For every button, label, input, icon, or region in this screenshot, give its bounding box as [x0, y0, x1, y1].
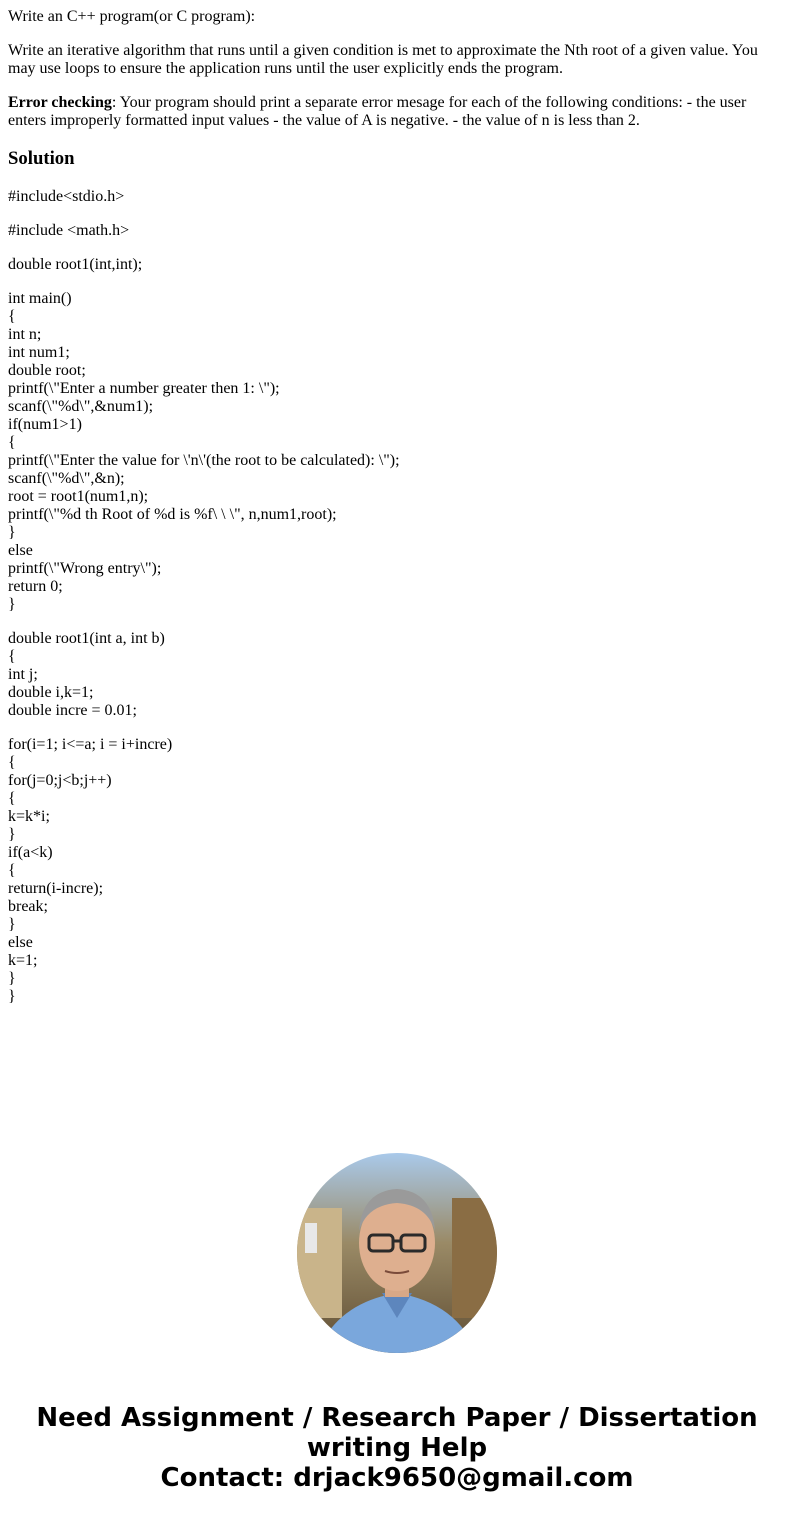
code-line: for(i=1; i<=a; i = i+incre) — [8, 736, 173, 753]
code-paragraph — [8, 188, 124, 206]
question-intro: Write an C++ program(or C program): — [8, 8, 256, 25]
footer-line-1: Need Assignment / Research Paper / Dissertation — [36, 1403, 758, 1433]
code-line: int j; — [8, 666, 38, 683]
code-line: root = root1(num1,n); — [8, 488, 149, 505]
code-line: } — [8, 524, 16, 541]
code-line: { — [8, 648, 16, 665]
code-line: double root1(int a, int b) — [8, 630, 165, 647]
code-line: } — [8, 916, 16, 933]
code-line: if(a<k) — [8, 844, 53, 861]
code-line: } — [8, 988, 16, 1005]
code-line: } — [8, 596, 16, 613]
code-line: double root1(int,int); — [8, 256, 143, 273]
code-line: return(i-incre); — [8, 880, 104, 897]
code-line: printf(\"Wrong entry\"); — [8, 560, 162, 577]
code-paragraph — [8, 222, 129, 240]
footer-banner — [0, 1403, 794, 1493]
code-line: k=1; — [8, 952, 38, 969]
code-line: { — [8, 862, 16, 879]
code-line: printf(\"%d th Root of %d is %f\ \ \", n,num1,root); — [8, 506, 337, 523]
code-line: } — [8, 970, 16, 987]
code-line: printf(\"Enter a number greater then 1: \"); — [8, 380, 280, 397]
code-line: int num1; — [8, 344, 70, 361]
code-paragraph — [8, 290, 400, 614]
code-line: else — [8, 934, 33, 951]
code-line: scanf(\"%d\",&num1); — [8, 398, 154, 415]
code-line: printf(\"Enter the value for \'n\'(the root to be calculated): \"); — [8, 452, 400, 469]
code-line: break; — [8, 898, 48, 915]
code-line: { — [8, 754, 16, 771]
footer-contact: Contact: drjack9650@gmail.com — [160, 1463, 634, 1493]
code-line: { — [8, 308, 16, 325]
code-line: else — [8, 542, 33, 559]
code-line: double root; — [8, 362, 86, 379]
code-line: double incre = 0.01; — [8, 702, 137, 719]
error-checking-text: : Your program should print a separate error mesage for each of the following conditions: - the user enters improperly formatted input values - the value of A is negative. - the value of n is less than 2. — [8, 94, 747, 129]
code-paragraph — [8, 256, 142, 274]
code-line: double i,k=1; — [8, 684, 94, 701]
error-checking-label: Error checking — [8, 94, 112, 111]
code-line: if(num1>1) — [8, 416, 82, 433]
error-checking-paragraph — [8, 94, 778, 130]
code-line: { — [8, 790, 16, 807]
code-line: return 0; — [8, 578, 63, 595]
code-paragraph — [8, 736, 172, 1006]
author-avatar — [297, 1153, 497, 1353]
author-photo-icon — [297, 1153, 497, 1353]
code-line: #include <math.h> — [8, 222, 130, 239]
code-line: scanf(\"%d\",&n); — [8, 470, 125, 487]
footer-line-2: writing Help — [306, 1433, 488, 1463]
question-task: Write an iterative algorithm that runs until a given condition is met to approximate the Nth root of a given value. You may use loops to ensure the application runs until the user explicitly ends the program. — [8, 42, 758, 77]
code-line: for(j=0;j<b;j++) — [8, 772, 112, 789]
code-line: #include<stdio.h> — [8, 188, 125, 205]
code-paragraph — [8, 630, 165, 720]
code-line: } — [8, 826, 16, 843]
code-line: int main() — [8, 290, 72, 307]
solution-heading: Solution — [8, 148, 75, 169]
code-line: k=k*i; — [8, 808, 50, 825]
code-line: { — [8, 434, 16, 451]
code-line: int n; — [8, 326, 42, 343]
